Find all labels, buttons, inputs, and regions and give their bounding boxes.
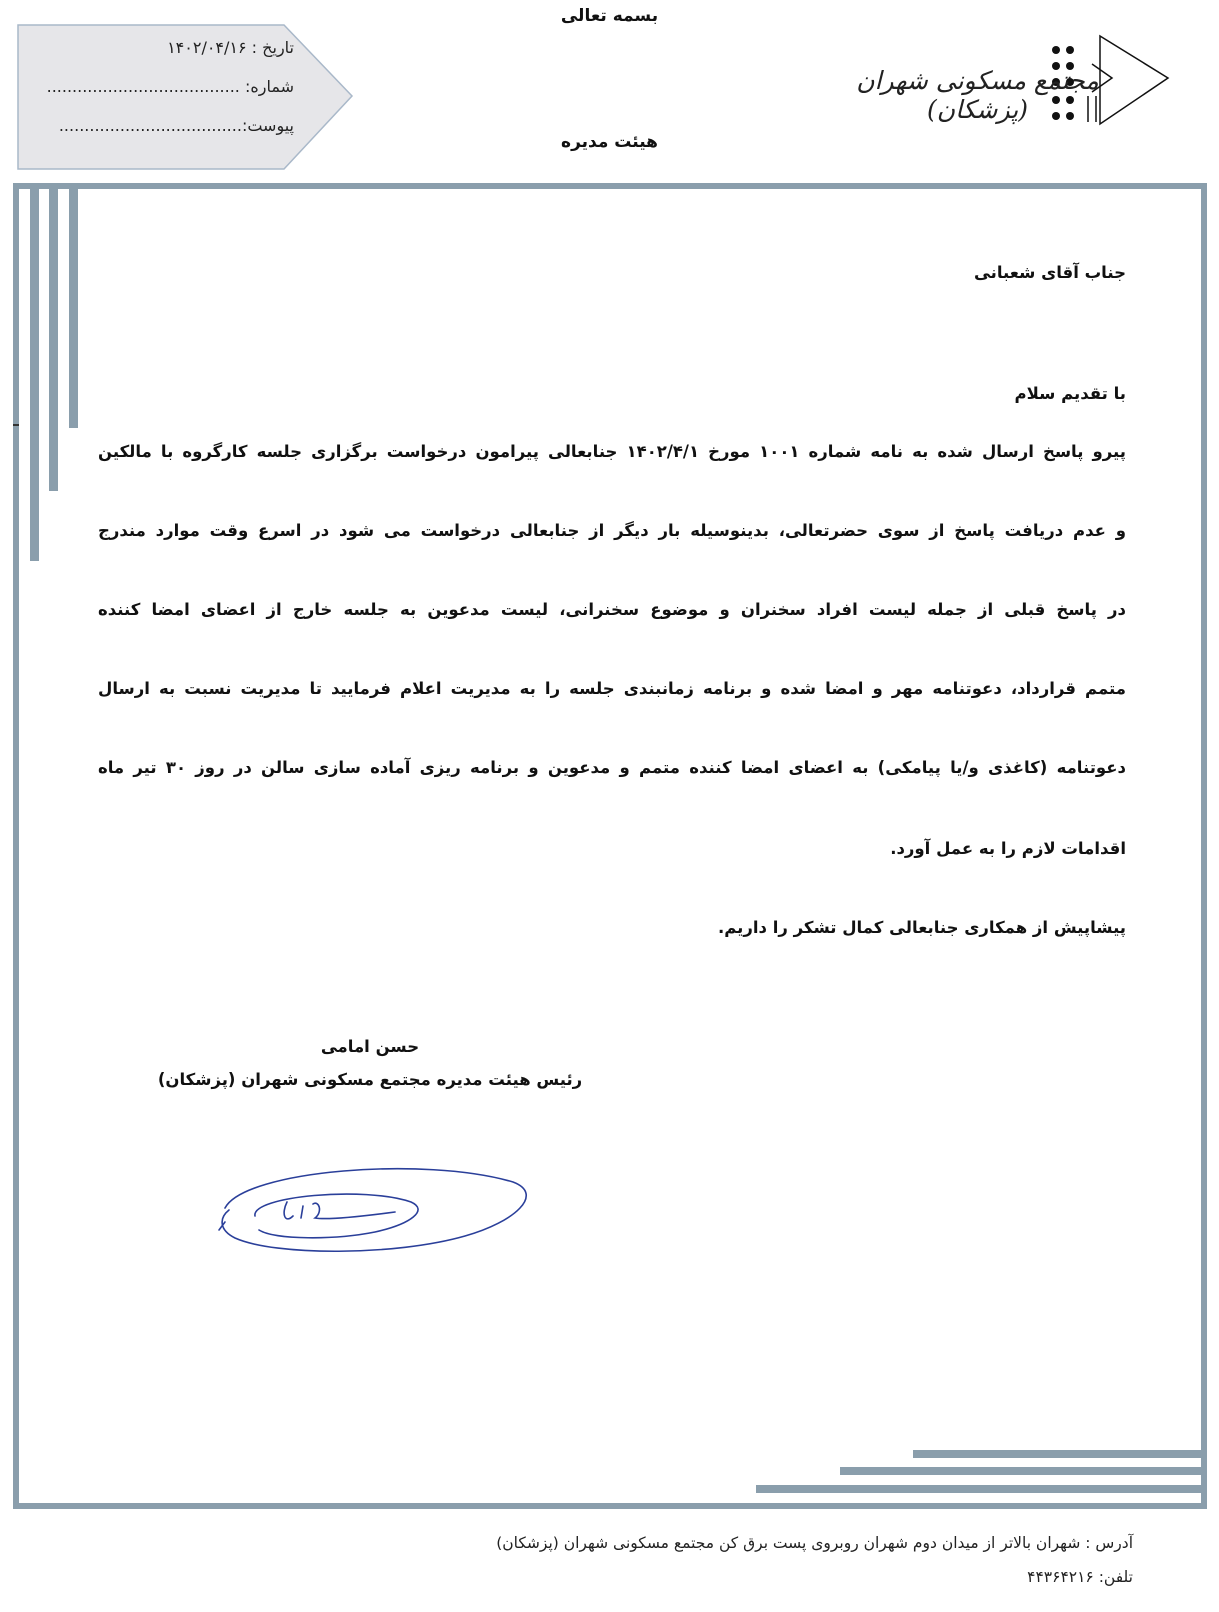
letter-line: و عدم دریافت پاسخ از سوی حضرتعالی، بدینوسیله بار دیگر از جنابعالی درخواست می شود در اسرع وقت موارد مندرج (98, 521, 1126, 540)
logo-text: مجتمع مسکونی شهران (پزشکان) (856, 66, 1099, 124)
letter-date: تاریخ : ۱۴۰۲/۰۴/۱۶ (167, 38, 294, 57)
letter-line: در پاسخ قبلی از جمله لیست افراد سخنران و موضوع سخنرانی، لیست مدعوین به جلسه خارج از اعضای امضا کننده (98, 600, 1126, 619)
greeting: با تقدیم سلام (1014, 384, 1126, 403)
letter-line: اقدامات لازم را به عمل آورد. (890, 839, 1126, 858)
bismillah-heading: بسمه تعالی (560, 6, 659, 26)
recipient: جناب آقای شعبانی (973, 263, 1126, 282)
letter-number: شماره: ...................................... (46, 77, 294, 96)
letter-line: دعوتنامه (کاغذی و/یا پیامکی) به اعضای امضا کننده متمم و مدعوین و برنامه ریزی آماده سازی سالن در روز ۳۰ تیر ماه (98, 758, 1127, 777)
signer-title: رئیس هیئت مدیره مجتمع مسکونی شهران (پزشکان) (157, 1070, 583, 1089)
letter-line: متمم قرارداد، دعوتنامه مهر و امضا شده و برنامه زمانبندی جلسه را به مدیریت اعلام فرمایید تا مدیریت نسبت به ارسال (98, 679, 1126, 698)
handwritten-signature (215, 1160, 535, 1260)
signer-name: حسن امامی (320, 1037, 420, 1056)
letter-line: پیرو پاسخ ارسال شده به نامه شماره ۱۰۰۱ مورخ ۱۴۰۲/۴/۱ جنابعالی پیرامون درخواست برگزاری جلسه کارگروه با مالکین (98, 442, 1126, 461)
closing-line: پیشاپیش از همکاری جنابعالی کمال تشکر را داریم. (717, 918, 1126, 937)
letter-attachment: پیوست:.................................... (58, 116, 294, 135)
footer-address: آدرس : شهران بالاتر از میدان دوم شهران روبروی پست برق کن مجتمع مسکونی شهران (پزشکان) (496, 1534, 1133, 1552)
board-title: هیئت مدیره (561, 132, 658, 152)
footer-phone: تلفن: ۴۴۳۶۴۲۱۶ (1027, 1568, 1133, 1586)
